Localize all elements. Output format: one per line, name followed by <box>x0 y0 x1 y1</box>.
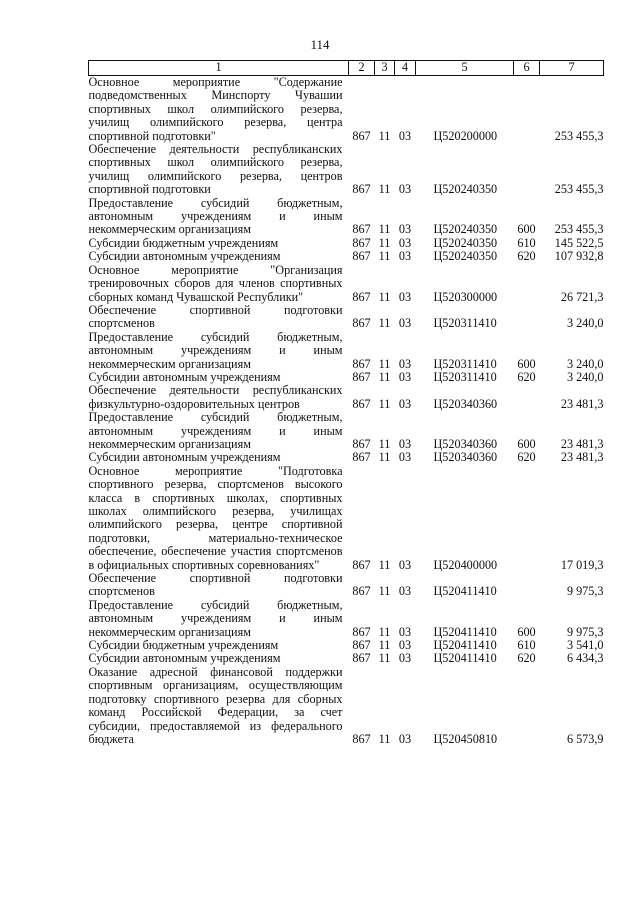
row-target-article: Ц520311410 <box>433 316 497 331</box>
row-subsection: 03 <box>398 396 412 411</box>
row-expense-type: 610 <box>517 235 536 250</box>
row-expense-type <box>514 264 540 304</box>
row-name: Основное мероприятие "Содержание подведомственных Минспорту Чувашии спортивных школ олимпийского резерва, училищ олимпийского резерва, центра спортивной подготовки" <box>88 75 343 143</box>
row-amount: 23 481,3 <box>560 436 604 451</box>
header-row <box>89 61 604 76</box>
header-col-2: 2 <box>349 61 375 76</box>
row-name: Предоставление субсидий бюджетным, автономным учреждениям и иным некоммерческим организациям <box>88 195 343 237</box>
row-grbs: 867 <box>352 638 371 653</box>
table-row <box>89 411 604 451</box>
header-col-1: 1 <box>89 61 349 76</box>
row-target-article: Ц520400000 <box>433 557 498 572</box>
row-name: Обеспечение спортивной подготовки спортсменов <box>88 302 343 331</box>
row-target-article: Ц520240350 <box>433 222 498 237</box>
table-row <box>89 76 604 144</box>
row-section: 11 <box>378 356 391 371</box>
row-grbs: 867 <box>352 235 371 250</box>
table-row <box>89 652 604 665</box>
row-amount: 253 455,3 <box>554 222 604 237</box>
row-section: 11 <box>378 624 391 639</box>
row-subsection: 03 <box>398 369 412 384</box>
row-target-article: Ц520340360 <box>433 436 498 451</box>
row-section: 11 <box>378 584 391 599</box>
row-section: 11 <box>378 128 391 143</box>
row-grbs: 867 <box>352 249 371 264</box>
row-name: Оказание адресной финансовой поддержки спортивным организациям, осуществляющим подготовку спортивного резерва для сборных команд Российской Федерации, за счет субсидии, предоставляемой из федерального бюджета <box>88 664 343 746</box>
row-grbs: 867 <box>352 584 371 599</box>
row-subsection: 03 <box>398 624 412 639</box>
row-name: Основное мероприятие "Организация тренировочных сборов для членов спортивных сборных команд Чувашской Республики" <box>88 262 343 304</box>
row-grbs: 867 <box>352 624 371 639</box>
row-amount: 3 240,0 <box>566 356 604 371</box>
row-expense-type <box>514 465 540 572</box>
row-subsection: 03 <box>398 235 412 250</box>
row-amount: 23 481,3 <box>560 396 604 411</box>
row-grbs: 867 <box>352 450 371 465</box>
row-section: 11 <box>378 289 391 304</box>
table-row <box>89 465 604 572</box>
row-section: 11 <box>378 249 391 264</box>
budget-table <box>88 60 604 746</box>
row-name: Обеспечение деятельности республиканских спортивных школ олимпийского резерва, училищ олимпийского резерва, центров спортивной подготовки <box>88 142 343 197</box>
row-subsection: 03 <box>398 638 412 653</box>
row-amount: 253 455,3 <box>554 128 604 143</box>
row-section: 11 <box>378 731 391 746</box>
row-expense-type: 620 <box>517 369 536 384</box>
row-grbs: 867 <box>352 222 371 237</box>
row-grbs: 867 <box>352 289 371 304</box>
table-body <box>89 76 604 747</box>
row-name: Субсидии автономным учреждениям <box>88 651 281 666</box>
table-row <box>89 451 604 464</box>
row-target-article: Ц520411410 <box>433 638 497 653</box>
table-row <box>89 250 604 263</box>
row-target-article: Ц520450810 <box>433 731 498 746</box>
row-name: Субсидии автономным учреждениям <box>88 450 281 465</box>
row-target-article: Ц520240350 <box>433 249 498 264</box>
row-expense-type <box>514 572 540 599</box>
row-section: 11 <box>378 450 391 465</box>
row-subsection: 03 <box>398 436 412 451</box>
row-name: Обеспечение спортивной подготовки спортсменов <box>88 571 343 599</box>
table-header <box>89 61 604 76</box>
row-target-article: Ц520411410 <box>433 651 497 666</box>
row-grbs: 867 <box>352 731 371 746</box>
row-amount: 3 541,0 <box>566 638 604 653</box>
row-amount: 107 932,8 <box>554 249 604 264</box>
table-row <box>89 237 604 250</box>
row-expense-type: 600 <box>517 222 536 237</box>
row-amount: 6 434,3 <box>566 651 604 666</box>
row-target-article: Ц520411410 <box>433 624 497 639</box>
row-section: 11 <box>378 396 391 411</box>
row-expense-type <box>514 666 540 746</box>
row-subsection: 03 <box>398 128 412 143</box>
row-expense-type: 610 <box>517 638 536 653</box>
table-row <box>89 666 604 746</box>
row-name: Субсидии автономным учреждениям <box>88 369 281 384</box>
row-amount: 23 481,3 <box>560 450 604 465</box>
row-subsection: 03 <box>398 450 412 465</box>
table-row <box>89 197 604 237</box>
row-amount: 253 455,3 <box>554 182 604 197</box>
row-amount: 145 522,5 <box>554 235 604 250</box>
row-grbs: 867 <box>352 436 371 451</box>
table-row <box>89 599 604 639</box>
row-grbs: 867 <box>352 651 371 666</box>
row-name: Субсидии бюджетным учреждениям <box>88 638 279 653</box>
row-grbs: 867 <box>352 396 371 411</box>
row-name: Субсидии автономным учреждениям <box>88 249 281 264</box>
row-name: Предоставление субсидий бюджетным, автономным учреждениям и иным некоммерческим организациям <box>88 597 343 639</box>
row-subsection: 03 <box>398 584 412 599</box>
row-grbs: 867 <box>352 128 371 143</box>
header-col-6: 6 <box>514 61 540 76</box>
row-subsection: 03 <box>398 651 412 666</box>
row-name: Предоставление субсидий бюджетным, автономным учреждениям и иным некоммерческим организациям <box>88 410 343 451</box>
row-grbs: 867 <box>352 316 371 331</box>
row-section: 11 <box>378 316 391 331</box>
row-target-article: Ц520240350 <box>433 235 498 250</box>
row-subsection: 03 <box>398 731 412 746</box>
row-subsection: 03 <box>398 557 412 572</box>
row-target-article: Ц520411410 <box>433 584 497 599</box>
row-expense-type: 600 <box>517 436 536 451</box>
row-expense-type: 620 <box>517 249 536 264</box>
table-row <box>89 384 604 411</box>
row-target-article: Ц520340360 <box>433 396 498 411</box>
row-amount: 9 975,3 <box>566 584 604 599</box>
row-amount: 9 975,3 <box>566 624 604 639</box>
page-number: 114 <box>310 37 330 52</box>
row-target-article: Ц520200000 <box>433 128 498 143</box>
row-expense-type: 600 <box>517 356 536 371</box>
row-amount: 26 721,3 <box>560 289 604 304</box>
row-section: 11 <box>378 651 391 666</box>
row-subsection: 03 <box>398 289 412 304</box>
table-row <box>89 304 604 331</box>
row-expense-type <box>514 304 540 331</box>
row-subsection: 03 <box>398 316 412 331</box>
row-target-article: Ц520240350 <box>433 182 498 197</box>
table-row <box>89 371 604 384</box>
header-col-4: 4 <box>395 61 416 76</box>
row-expense-type: 600 <box>517 624 536 639</box>
row-amount: 17 019,3 <box>560 557 604 572</box>
row-target-article: Ц520340360 <box>433 450 498 465</box>
header-col-5: 5 <box>416 61 514 76</box>
row-expense-type: 620 <box>517 450 536 465</box>
row-target-article: Ц520311410 <box>433 369 497 384</box>
row-subsection: 03 <box>398 356 412 371</box>
row-grbs: 867 <box>352 356 371 371</box>
row-section: 11 <box>378 436 391 451</box>
table-row <box>89 264 604 304</box>
row-name: Предоставление субсидий бюджетным, автономным учреждениям и иным некоммерческим организациям <box>88 329 343 371</box>
row-name: Основное мероприятие "Подготовка спортивного резерва, спортсменов высокого класса в спортивных школах, спортивных школах олимпийского резерва, училищах олимпийского резерва, центре спортивной подготовки, материально-техническое обеспечение, обеспечение участия спортсменов в официальных спортивных соревнованиях" <box>88 463 343 572</box>
header-col-3: 3 <box>375 61 395 76</box>
row-subsection: 03 <box>398 249 412 264</box>
table-row <box>89 572 604 599</box>
table-row <box>89 331 604 371</box>
row-amount: 6 573,9 <box>566 731 604 746</box>
row-section: 11 <box>378 235 391 250</box>
row-section: 11 <box>378 369 391 384</box>
row-expense-type: 620 <box>517 651 536 666</box>
row-section: 11 <box>378 182 391 197</box>
row-expense-type <box>514 384 540 411</box>
row-grbs: 867 <box>352 182 371 197</box>
table-row <box>89 639 604 652</box>
row-section: 11 <box>378 638 391 653</box>
row-section: 11 <box>378 222 391 237</box>
row-section: 11 <box>378 557 391 572</box>
row-subsection: 03 <box>398 222 412 237</box>
header-col-7: 7 <box>540 61 604 76</box>
row-target-article: Ц520300000 <box>433 289 498 304</box>
row-name: Обеспечение деятельности республиканских физкультурно-оздоровительных центров <box>88 383 343 411</box>
table-row <box>89 143 604 197</box>
row-amount: 3 240,0 <box>566 369 604 384</box>
row-grbs: 867 <box>352 557 371 572</box>
row-amount: 3 240,0 <box>566 316 604 331</box>
row-subsection: 03 <box>398 182 412 197</box>
row-expense-type <box>514 143 540 197</box>
row-grbs: 867 <box>352 369 371 384</box>
row-target-article: Ц520311410 <box>433 356 497 371</box>
row-expense-type <box>514 76 540 144</box>
row-name: Субсидии бюджетным учреждениям <box>88 235 279 250</box>
